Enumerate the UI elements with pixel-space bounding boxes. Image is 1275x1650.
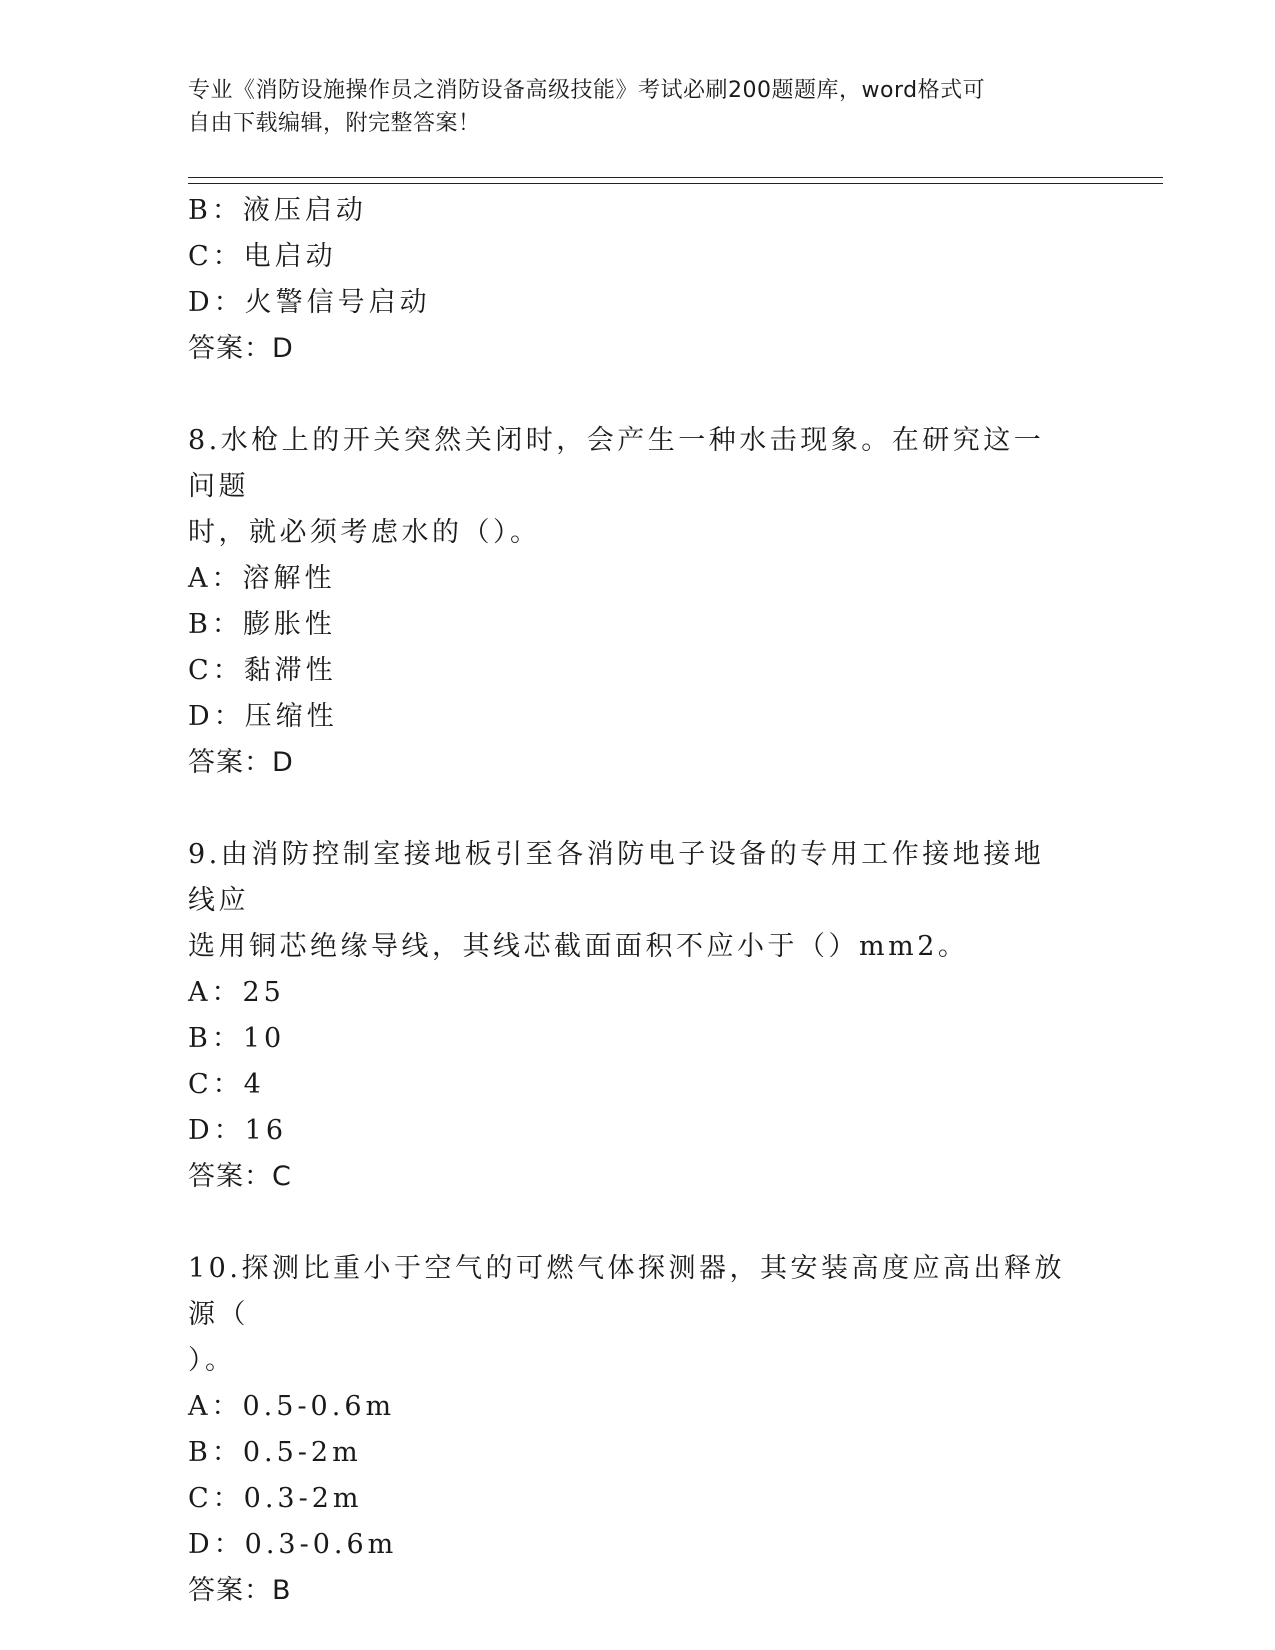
option-label: D： bbox=[188, 701, 245, 732]
option-label: D： bbox=[188, 287, 245, 318]
option-text: 膨胀性 bbox=[242, 609, 336, 640]
option-label: A： bbox=[188, 977, 243, 1008]
option-label: B： bbox=[188, 1023, 243, 1054]
answer-line: 答案：B bbox=[188, 1575, 292, 1606]
question-8 bbox=[188, 418, 1088, 786]
answer-line: 答案：D bbox=[188, 333, 294, 364]
option-b bbox=[188, 1016, 1088, 1062]
option-label: A： bbox=[188, 1391, 243, 1422]
stem-line-2: 选用铜芯绝缘导线，其线芯截面面积不应小于（）mm2。 bbox=[188, 931, 969, 962]
option-label: A： bbox=[188, 563, 243, 594]
option-d bbox=[188, 1522, 1088, 1568]
option-label: B： bbox=[188, 609, 243, 640]
option-b bbox=[188, 188, 1088, 234]
question-9 bbox=[188, 832, 1088, 1200]
option-a bbox=[188, 970, 1088, 1016]
option-label: B： bbox=[188, 1437, 243, 1468]
option-c bbox=[188, 1062, 1088, 1108]
option-text: 4 bbox=[243, 1069, 265, 1100]
option-text: 压缩性 bbox=[244, 701, 338, 732]
option-c bbox=[188, 648, 1088, 694]
option-label: C： bbox=[188, 241, 244, 272]
option-text: 黏滞性 bbox=[243, 655, 337, 686]
option-b bbox=[188, 1430, 1088, 1476]
option-text: 0.5-0.6m bbox=[242, 1391, 396, 1422]
header-line-1: 专业《消防设施操作员之消防设备高级技能》考试必刷200题题库，word格式可 bbox=[188, 78, 986, 103]
stem-line-1: 9.由消防控制室接地板引至各消防电子设备的专用工作接地接地线应 bbox=[188, 839, 1045, 916]
option-a bbox=[188, 1384, 1088, 1430]
option-label: D： bbox=[188, 1115, 245, 1146]
option-text: 0.5-2m bbox=[242, 1437, 362, 1468]
option-label: D： bbox=[188, 1529, 245, 1560]
option-text: 16 bbox=[244, 1115, 288, 1146]
option-label: C： bbox=[188, 1483, 244, 1514]
question-stem bbox=[188, 418, 1073, 556]
option-text: 10 bbox=[242, 1023, 286, 1054]
option-text: 25 bbox=[242, 977, 285, 1008]
question-stem bbox=[188, 832, 1073, 970]
stem-line-2: 时，就必须考虑水的（）。 bbox=[188, 517, 541, 548]
answer-line: 答案：D bbox=[188, 747, 294, 778]
document-header bbox=[188, 74, 1088, 140]
stem-line-1: 8.水枪上的开关突然关闭时，会产生一种水击现象。在研究这一问题 bbox=[188, 425, 1045, 502]
option-d bbox=[188, 1108, 1088, 1154]
stem-line-2: ）。 bbox=[188, 1345, 236, 1376]
option-label: C： bbox=[188, 655, 244, 686]
option-c bbox=[188, 234, 1088, 280]
option-text: 0.3-0.6m bbox=[244, 1529, 398, 1560]
header-divider-top bbox=[188, 177, 1163, 178]
header-divider-bottom bbox=[188, 183, 1163, 184]
option-a bbox=[188, 556, 1088, 602]
option-text: 溶解性 bbox=[242, 563, 336, 594]
option-text: 0.3-2m bbox=[243, 1483, 363, 1514]
option-b bbox=[188, 602, 1088, 648]
option-label: B： bbox=[188, 195, 243, 226]
option-c bbox=[188, 1476, 1088, 1522]
stem-line-1: 10.探测比重小于空气的可燃气体探测器，其安装高度应高出释放源（ bbox=[188, 1253, 1065, 1330]
question-10 bbox=[188, 1246, 1088, 1614]
header-line-2: 自由下载编辑，附完整答案！ bbox=[188, 111, 481, 136]
option-text: 火警信号启动 bbox=[244, 287, 431, 318]
question-7-continuation bbox=[188, 188, 1088, 372]
question-stem bbox=[188, 1246, 1073, 1384]
document-body bbox=[188, 188, 1088, 1614]
option-label: C： bbox=[188, 1069, 244, 1100]
option-text: 液压启动 bbox=[242, 195, 367, 226]
option-d bbox=[188, 694, 1088, 740]
option-text: 电启动 bbox=[243, 241, 337, 272]
option-d bbox=[188, 280, 1088, 326]
answer-line: 答案：C bbox=[188, 1161, 292, 1192]
